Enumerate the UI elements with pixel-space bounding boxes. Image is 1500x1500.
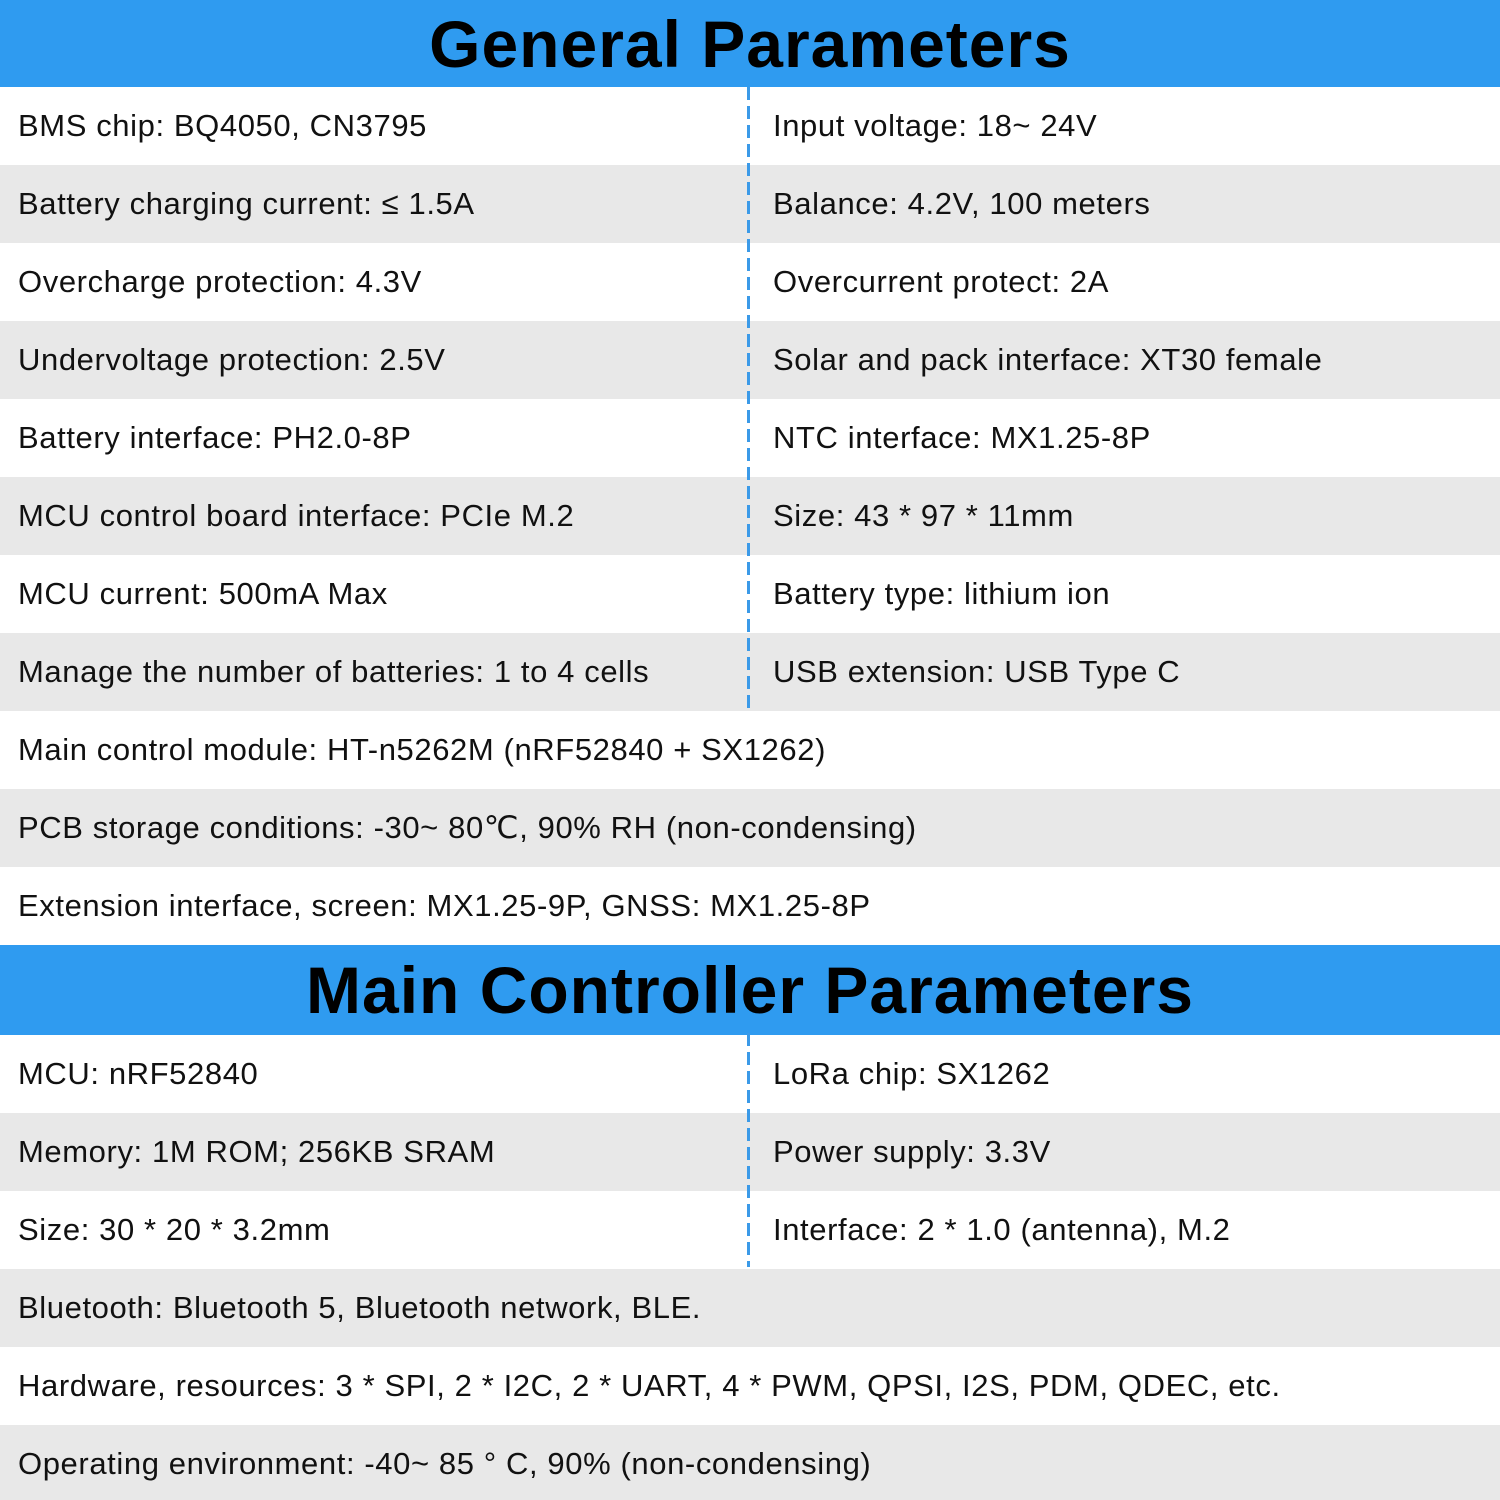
general-parameters-header — [0, 0, 1500, 87]
spec-cell-main-control-module: Main control module: HT-n5262M (nRF52840 + SX1262) — [18, 732, 826, 767]
spec-cell-mcu-current: MCU current: 500mA Max — [18, 576, 388, 611]
spec-cell-pcb-storage-conditions: PCB storage conditions: -30~ 80℃, 90% RH (non-condensing) — [18, 810, 917, 845]
column-divider — [747, 1033, 750, 1267]
spec-row — [0, 165, 1500, 243]
spec-cell-bms-chip: BMS chip: BQ4050, CN3795 — [18, 108, 427, 143]
spec-row — [0, 1035, 1500, 1113]
spec-cell-module-size: Size: 30 * 20 * 3.2mm — [18, 1212, 331, 1247]
spec-cell-size: Size: 43 * 97 * 11mm — [773, 498, 1074, 533]
spec-row — [0, 633, 1500, 711]
spec-cell-operating-environment: Operating environment: -40~ 85 ° C, 90% (non-condensing) — [18, 1445, 872, 1481]
spec-row — [0, 1113, 1500, 1191]
spec-row — [0, 87, 1500, 165]
spec-row — [0, 1269, 1500, 1347]
spec-row — [0, 555, 1500, 633]
spec-row — [0, 399, 1500, 477]
spec-row — [0, 321, 1500, 399]
spec-row — [0, 789, 1500, 867]
spec-cell-overcharge-protection: Overcharge protection: 4.3V — [18, 264, 422, 299]
column-divider — [747, 87, 750, 711]
spec-cell-number-of-batteries: Manage the number of batteries: 1 to 4 cells — [18, 654, 650, 689]
spec-row — [0, 867, 1500, 945]
spec-cell-mcu-control-board-interface: MCU control board interface: PCIe M.2 — [18, 498, 575, 533]
spec-cell-usb-extension: USB extension: USB Type C — [773, 654, 1181, 689]
main-controller-parameters-title: Main Controller Parameters — [306, 953, 1194, 1027]
spec-cell-bluetooth: Bluetooth: Bluetooth 5, Bluetooth network, BLE. — [18, 1290, 702, 1325]
spec-cell-hardware-resources: Hardware, resources: 3 * SPI, 2 * I2C, 2 * UART, 4 * PWM, QPSI, I2S, PDM, QDEC, etc. — [18, 1368, 1281, 1403]
spec-cell-power-supply: Power supply: 3.3V — [773, 1134, 1051, 1169]
spec-cell-battery-interface: Battery interface: PH2.0-8P — [18, 420, 412, 455]
spec-row — [0, 477, 1500, 555]
main-controller-parameters-header — [0, 945, 1500, 1035]
spec-cell-overcurrent-protect: Overcurrent protect: 2A — [773, 264, 1109, 299]
spec-cell-interface: Interface: 2 * 1.0 (antenna), M.2 — [773, 1212, 1231, 1247]
spec-cell-mcu: MCU: nRF52840 — [18, 1056, 259, 1091]
spec-cell-input-voltage: Input voltage: 18~ 24V — [773, 108, 1098, 143]
spec-row — [0, 1347, 1500, 1425]
spec-cell-battery-type: Battery type: lithium ion — [773, 576, 1111, 611]
spec-row — [0, 711, 1500, 789]
spec-row — [0, 243, 1500, 321]
spec-cell-lora-chip: LoRa chip: SX1262 — [773, 1056, 1051, 1091]
general-parameters-title: General Parameters — [429, 6, 1071, 81]
spec-cell-undervoltage-protection: Undervoltage protection: 2.5V — [18, 342, 446, 377]
spec-row — [0, 1425, 1500, 1500]
spec-cell-memory: Memory: 1M ROM; 256KB SRAM — [18, 1134, 496, 1169]
spec-cell-extension-interface: Extension interface, screen: MX1.25-9P, GNSS: MX1.25-8P — [18, 888, 871, 923]
spec-cell-battery-charging-current: Battery charging current: ≤ 1.5A — [18, 186, 475, 221]
spec-cell-ntc-interface: NTC interface: MX1.25-8P — [773, 420, 1151, 455]
spec-cell-balance: Balance: 4.2V, 100 meters — [773, 186, 1151, 221]
spec-row — [0, 1191, 1500, 1269]
spec-cell-solar-pack-interface: Solar and pack interface: XT30 female — [773, 342, 1323, 377]
